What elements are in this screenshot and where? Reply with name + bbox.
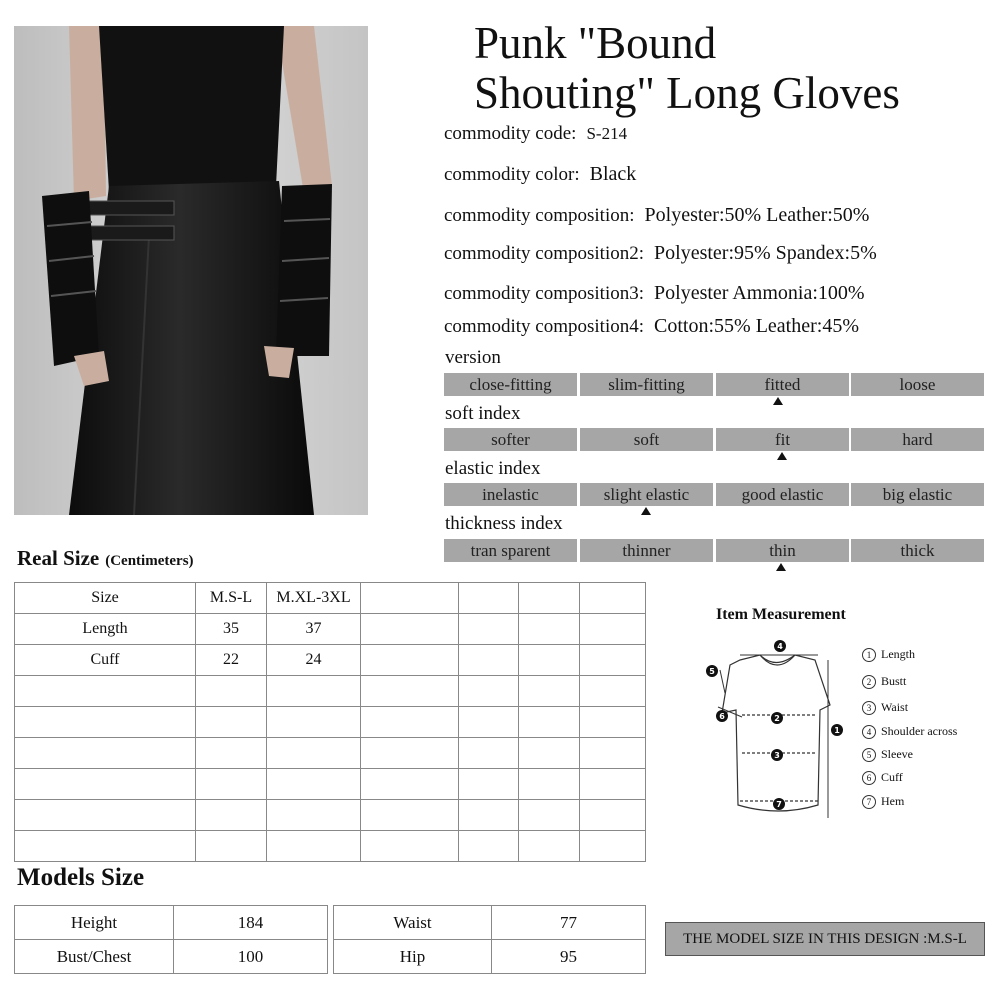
legend-number: 4 <box>862 725 876 739</box>
commodity-color-line <box>444 163 636 186</box>
table-cell: 22 <box>196 645 267 676</box>
real-size-table <box>14 582 646 862</box>
table-cell: 77 <box>492 906 646 940</box>
thickness-option: thinner <box>580 539 713 562</box>
legend-number: 7 <box>862 795 876 809</box>
item-measurement-title: Item Measurement <box>716 606 846 623</box>
models-size-table-left <box>14 905 328 974</box>
table-cell <box>519 769 580 800</box>
table-cell <box>196 769 267 800</box>
diagram-num-7: 7 <box>776 800 782 809</box>
table-cell: M.XL-3XL <box>267 583 361 614</box>
table-cell <box>459 676 519 707</box>
legend-number: 5 <box>862 748 876 762</box>
table-cell <box>361 645 459 676</box>
table-row <box>15 831 646 862</box>
table-cell: 184 <box>174 906 328 940</box>
table-cell <box>580 676 646 707</box>
soft-index-label: soft index <box>445 403 521 424</box>
soft-option: soft <box>580 428 713 451</box>
table-cell <box>580 831 646 862</box>
models-size-title: Models Size <box>17 864 145 891</box>
table-cell <box>459 645 519 676</box>
table-cell: 37 <box>267 614 361 645</box>
composition3-value: Polyester Ammonia:100% <box>654 282 865 304</box>
table-cell <box>459 800 519 831</box>
thickness-option: tran sparent <box>444 539 577 562</box>
legend-item-waist <box>862 700 908 715</box>
table-row <box>15 940 328 974</box>
table-cell <box>267 831 361 862</box>
commodity-code-value: S-214 <box>586 124 628 143</box>
table-cell: 24 <box>267 645 361 676</box>
product-photo <box>14 26 368 515</box>
legend-number: 6 <box>862 771 876 785</box>
table-cell <box>15 769 196 800</box>
table-cell <box>267 676 361 707</box>
version-selected-marker <box>773 397 783 405</box>
models-size-table-right <box>333 905 646 974</box>
diagram-num-6: 6 <box>719 712 725 721</box>
table-cell <box>459 583 519 614</box>
table-cell <box>15 707 196 738</box>
table-cell: Height <box>15 906 174 940</box>
product-title <box>474 18 900 118</box>
legend-label: Waist <box>881 700 909 714</box>
table-row <box>15 738 646 769</box>
table-cell <box>519 614 580 645</box>
table-cell <box>361 738 459 769</box>
thickness-index-label: thickness index <box>445 513 563 534</box>
table-cell: Length <box>15 614 196 645</box>
diagram-num-1: 1 <box>834 726 840 735</box>
table-cell <box>361 676 459 707</box>
legend-number: 3 <box>862 701 876 715</box>
elastic-index-label: elastic index <box>445 458 541 479</box>
table-cell: Cuff <box>15 645 196 676</box>
version-option: slim-fitting <box>580 373 713 396</box>
table-cell <box>580 800 646 831</box>
table-cell <box>267 769 361 800</box>
table-row <box>15 707 646 738</box>
soft-option: fit <box>716 428 849 451</box>
soft-option: softer <box>444 428 577 451</box>
commodity-composition4-line <box>444 315 859 338</box>
thickness-option: thick <box>851 539 984 562</box>
soft-index-scale <box>444 428 984 451</box>
elastic-option: good elastic <box>716 483 849 506</box>
commodity-composition2-line <box>444 242 877 265</box>
legend-label: Hem <box>881 794 905 808</box>
legend-item-bust <box>862 674 906 689</box>
legend-label: Bustt <box>881 674 907 688</box>
table-cell <box>361 769 459 800</box>
table-cell: 95 <box>492 940 646 974</box>
legend-item-shoulder <box>862 724 957 739</box>
legend-number: 1 <box>862 648 876 662</box>
version-option: loose <box>851 373 984 396</box>
table-cell: Waist <box>334 906 492 940</box>
table-cell <box>15 800 196 831</box>
commodity-composition-line <box>444 204 869 227</box>
table-cell <box>459 738 519 769</box>
legend-item-hem <box>862 794 904 809</box>
table-cell <box>15 676 196 707</box>
table-cell <box>459 614 519 645</box>
table-row <box>15 906 328 940</box>
version-option: fitted <box>716 373 849 396</box>
table-row <box>334 940 646 974</box>
table-cell <box>267 738 361 769</box>
real-size-title: Real Size <box>17 546 100 570</box>
composition2-value: Polyester:95% Spandex:5% <box>654 242 877 264</box>
table-cell <box>459 707 519 738</box>
table-cell <box>361 614 459 645</box>
table-cell <box>361 583 459 614</box>
table-row <box>15 800 646 831</box>
legend-label: Cuff <box>881 770 903 784</box>
legend-item-cuff <box>862 770 903 785</box>
table-cell <box>519 676 580 707</box>
elastic-selected-marker <box>641 507 651 515</box>
table-cell <box>196 738 267 769</box>
table-cell <box>519 800 580 831</box>
composition4-label: commodity composition4: <box>444 316 645 337</box>
table-cell <box>459 831 519 862</box>
table-cell <box>580 583 646 614</box>
elastic-option: big elastic <box>851 483 984 506</box>
composition3-label: commodity composition3: <box>444 283 645 304</box>
table-row <box>15 583 646 614</box>
table-cell <box>519 583 580 614</box>
table-cell <box>519 645 580 676</box>
legend-item-sleeve <box>862 747 913 762</box>
table-row <box>334 906 646 940</box>
composition-value: Polyester:50% Leather:50% <box>644 204 870 226</box>
commodity-code-label: commodity code: <box>444 123 577 144</box>
legend-label: Shoulder across <box>881 724 958 738</box>
table-row <box>15 614 646 645</box>
soft-option: hard <box>851 428 984 451</box>
elastic-option: inelastic <box>444 483 577 506</box>
legend-item-length <box>862 647 915 662</box>
commodity-color-label: commodity color: <box>444 164 580 185</box>
commodity-color-value: Black <box>589 163 637 185</box>
composition-label: commodity composition: <box>444 205 635 226</box>
legend-number: 2 <box>862 675 876 689</box>
table-cell <box>361 800 459 831</box>
table-cell <box>580 614 646 645</box>
model-size-note: THE MODEL SIZE IN THIS DESIGN :M.S-L <box>665 922 985 956</box>
table-cell: M.S-L <box>196 583 267 614</box>
table-cell <box>580 769 646 800</box>
version-label: version <box>445 347 501 368</box>
table-cell <box>361 831 459 862</box>
elastic-index-scale <box>444 483 984 506</box>
diagram-num-2: 2 <box>774 714 780 723</box>
table-cell: 35 <box>196 614 267 645</box>
table-cell <box>519 738 580 769</box>
table-cell <box>15 738 196 769</box>
thickness-option: thin <box>716 539 849 562</box>
table-row <box>15 645 646 676</box>
commodity-code-line <box>444 123 627 145</box>
real-size-heading <box>17 546 194 571</box>
table-cell <box>15 831 196 862</box>
thickness-index-scale <box>444 539 984 562</box>
model-wearing-gloves-image <box>14 26 368 515</box>
title-line-2: Shouting" Long Gloves <box>474 68 900 118</box>
soft-selected-marker <box>777 452 787 460</box>
table-cell <box>519 707 580 738</box>
legend-label: Sleeve <box>881 747 913 761</box>
table-cell <box>519 831 580 862</box>
table-cell: Size <box>15 583 196 614</box>
table-row <box>15 769 646 800</box>
table-cell <box>580 645 646 676</box>
table-cell <box>267 707 361 738</box>
elastic-option: slight elastic <box>580 483 713 506</box>
table-cell <box>196 800 267 831</box>
diagram-num-3: 3 <box>774 751 780 760</box>
shirt-measurement-diagram <box>700 635 850 825</box>
table-cell <box>196 676 267 707</box>
real-size-unit: (Centimeters) <box>105 553 194 569</box>
thickness-selected-marker <box>776 563 786 571</box>
table-cell <box>267 800 361 831</box>
table-cell <box>196 831 267 862</box>
table-cell <box>361 707 459 738</box>
composition2-label: commodity composition2: <box>444 243 645 264</box>
table-cell <box>196 707 267 738</box>
composition4-value: Cotton:55% Leather:45% <box>654 315 859 337</box>
title-line-1: Punk "Bound <box>474 18 717 68</box>
table-cell: 100 <box>174 940 328 974</box>
legend-label: Length <box>881 647 915 661</box>
commodity-composition3-line <box>444 282 865 305</box>
table-cell: Bust/Chest <box>15 940 174 974</box>
version-option: close-fitting <box>444 373 577 396</box>
table-cell <box>580 738 646 769</box>
diagram-num-4: 4 <box>777 642 783 651</box>
table-cell <box>459 769 519 800</box>
table-cell: Hip <box>334 940 492 974</box>
table-row <box>15 676 646 707</box>
table-cell <box>580 707 646 738</box>
diagram-num-5: 5 <box>709 667 715 676</box>
version-scale <box>444 373 984 396</box>
